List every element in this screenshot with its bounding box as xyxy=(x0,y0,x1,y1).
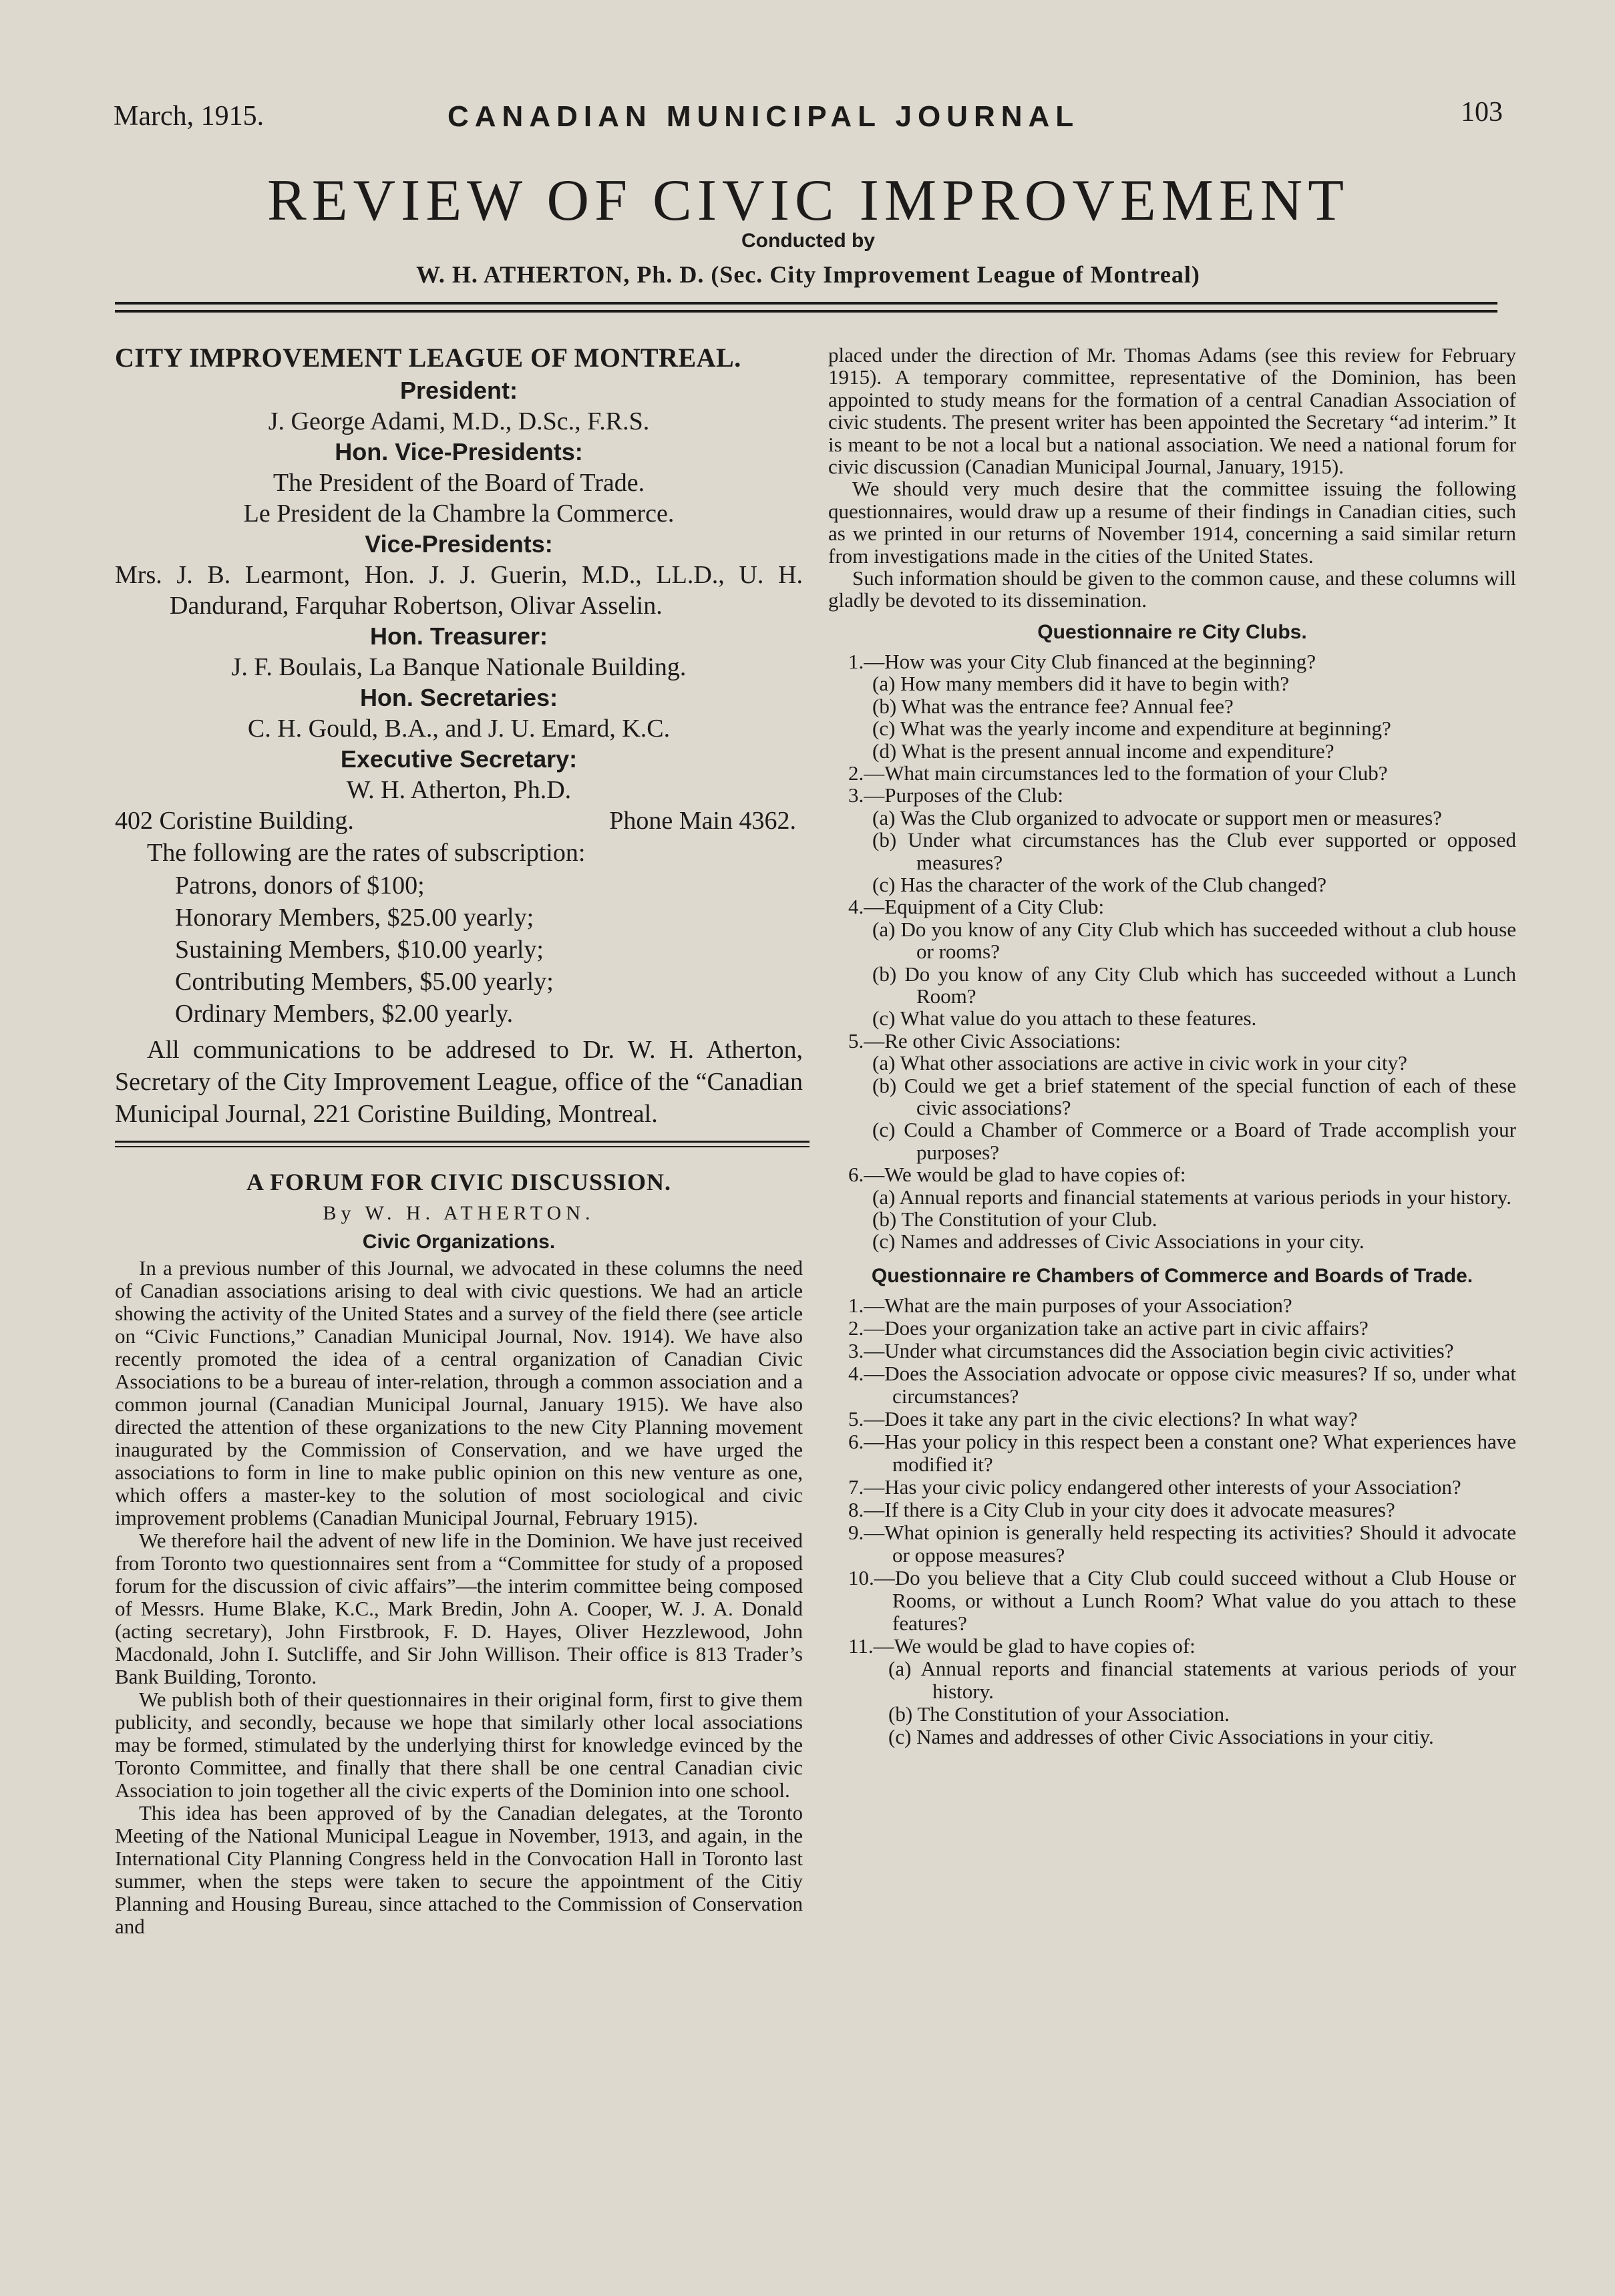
article-paragraph: Such information should be given to the common cause, and these columns will gladly be devoted to its dissemination. xyxy=(828,566,1516,612)
subscription-intro: The following are the rates of subscription: xyxy=(147,839,586,867)
officer-name: C. H. Gould, B.A., and J. U. Emard, K.C. xyxy=(247,715,671,743)
questionnaire-chambers xyxy=(828,1294,1516,1748)
phone-text: Phone Main 4362. xyxy=(609,807,796,835)
officer-heading: President: xyxy=(399,377,518,404)
address-text: 402 Coristine Building. xyxy=(115,807,354,835)
sub-question: (a) Annual reports and financial statements at various periods of your history. xyxy=(888,1656,1516,1703)
officer-name: Le President de la Chambre la Commerce. xyxy=(243,500,675,528)
sub-question: (a) How many members did it have to begin with? xyxy=(872,672,1290,696)
question: 2.—What main circumstances led to the formation of your Club? xyxy=(848,761,1388,785)
sub-question: (d) What is the present annual income and expenditure? xyxy=(872,739,1334,763)
sub-question: (c) Names and addresses of Civic Associations in your city. xyxy=(872,1229,1365,1254)
officer-name: The President of the Board of Trade. xyxy=(273,469,645,497)
officer-name: W. H. Atherton, Ph.D. xyxy=(346,776,572,804)
sub-question: (b) Do you know of any City Club which has succeeded without a Lunch Room? xyxy=(872,962,1516,1008)
sub-question: (a) Annual reports and financial statements at various periods in your history. xyxy=(872,1185,1512,1209)
issue-date: March, 1915. xyxy=(114,101,264,132)
article-paragraph: We publish both of their questionnaires in their original form, first to give them publicity, and secondly, because we hope that similarly other local associations may be formed, stimulated by the underlying thirst for knowledge evinced by the Toronto Committee, and finally that there shall be one central Canadian civic Association to join together all the civic experts of the Dominion into one school. xyxy=(115,1688,803,1802)
question: 6.—We would be glad to have copies of: xyxy=(848,1163,1186,1187)
section-title: REVIEW OF CIVIC IMPROVEMENT xyxy=(267,168,1349,233)
article-byline: By W. H. ATHERTON. xyxy=(323,1202,595,1224)
sub-question: (c) What was the yearly income and expenditure at beginning? xyxy=(872,717,1391,741)
question: 3.—Under what circumstances did the Association begin civic activities? xyxy=(848,1338,1454,1362)
article-paragraph: This idea has been approved of by the Canadian delegates, at the Toronto Meeting of the National Municipal League in November, 1913, and again, in the International City Planning Congress held in the Convocation Hall in Toronto last summer, when the steps were taken to secure the appointment of the Citiy Planning and Housing Bureau, since attached to the Commission of Conservation and xyxy=(115,1801,803,1938)
sub-question: (b) The Constitution of your Club. xyxy=(872,1207,1157,1231)
officer-heading: Hon. Secretaries: xyxy=(359,684,558,711)
right-column xyxy=(828,344,1516,1748)
sub-question: (b) The Constitution of your Association. xyxy=(888,1702,1230,1726)
officer-heading: Executive Secretary: xyxy=(340,745,578,773)
league-address xyxy=(115,805,803,836)
question: 10.—Do you believe that a City Club could succeed without a Club House or Rooms, or without a Lunch Room? What value do you attach to these features? xyxy=(848,1565,1516,1635)
question: 8.—If there is a City Club in your city does it advocate measures? xyxy=(848,1497,1395,1521)
questionnaire-title: Questionnaire re Chambers of Commerce and Boards of Trade. xyxy=(871,1264,1473,1287)
sub-question: (a) Do you know of any City Club which has succeeded without a club house or rooms? xyxy=(872,917,1516,964)
officer-heading: Hon. Vice-Presidents: xyxy=(335,438,583,465)
sub-question: (c) Could a Chamber of Commerce or a Board of Trade accomplish your purposes? xyxy=(872,1118,1516,1164)
question: 6.—Has your policy in this respect been a constant one? What experiences have modified it? xyxy=(848,1429,1516,1476)
communications-note: All communications to be addresed to Dr. W. H. Atherton, Secretary of the City Improvement League, office of the “Canadian Municipal Journal, 221 Coristine Building, Montreal. xyxy=(115,1036,803,1128)
question: 4.—Equipment of a City Club: xyxy=(848,895,1105,919)
question: 1.—How was your City Club financed at the beginning? xyxy=(848,649,1316,673)
sub-question: (b) What was the entrance fee? Annual fee? xyxy=(872,694,1234,718)
article-title: A FORUM FOR CIVIC DISCUSSION. xyxy=(246,1169,672,1195)
officer-heading: Vice-Presidents: xyxy=(365,530,553,558)
article-paragraph: placed under the direction of Mr. Thomas Adams (see this review for February 1915). A temporary committee, representative of the Dominion, has been appointed to study means for the formation of a central Canadian Association of civic students. The present writer has been appointed the Secretary “ad interim.” It is meant to be not a local but a national association. We need a national forum for civic discussion (Canadian Municipal Journal, January, 1915). xyxy=(828,343,1516,479)
article-paragraph: We should very much desire that the committee issuing the following questionnaires, would draw up a resume of their findings in Canadian cities, such as we printed in our returns of November 1914, concerning a said similar return from investigations made in the cities of the United States. xyxy=(828,477,1516,568)
article-subhead: Civic Organizations. xyxy=(362,1231,556,1253)
question: 9.—What opinion is generally held respecting its activities? Should it advocate or oppose measures? xyxy=(848,1520,1516,1567)
questionnaire-clubs xyxy=(828,650,1516,1253)
sub-question: (b) Could we get a brief statement of the special function of each of these civic associations? xyxy=(872,1073,1516,1119)
question: 7.—Has your civic policy endangered other interests of your Association? xyxy=(848,1475,1461,1499)
article-paragraph: We therefore hail the advent of new life in the Dominion. We have just received from Toronto two questionnaires sent from a “Committee for study of a proposed forum for the discussion of civic affairs”—the interim committee being composed of Messrs. Hume Blake, K.C., Mark Bredin, John A. Cooper, W. J. A. Donald (acting secretary), John Firstbrook, F. D. Hayes, Oliver Hezzlewood, John Macdonald, John I. Sutcliffe, and Sir John Willison. Their office is 813 Trader’s Bank Building, Toronto. xyxy=(115,1529,803,1688)
section-rule xyxy=(115,1141,810,1147)
subscription-rate: Ordinary Members, $2.00 yearly. xyxy=(175,1000,514,1028)
sub-question: (c) Names and addresses of other Civic Associations in your citiy. xyxy=(888,1724,1434,1748)
subscription-rate: Patrons, donors of $100; xyxy=(175,872,425,900)
page-number: 103 xyxy=(1461,97,1503,128)
question: 5.—Does it take any part in the civic elections? In what way? xyxy=(848,1406,1358,1430)
subscription-rate: Contributing Members, $5.00 yearly; xyxy=(175,968,554,996)
journal-name: CANADIAN MUNICIPAL JOURNAL xyxy=(447,100,1080,133)
officer-heading: Hon. Treasurer: xyxy=(369,622,548,650)
question: 5.—Re other Civic Associations: xyxy=(848,1028,1121,1053)
officer-name: Mrs. J. B. Learmont, Hon. J. J. Guerin, M.D., LL.D., U. H. Dandurand, Farquhar Robertson, Olivar Asselin. xyxy=(115,561,803,620)
league-title: CITY IMPROVEMENT LEAGUE OF MONTREAL. xyxy=(115,343,741,373)
subscription-rate: Sustaining Members, $10.00 yearly; xyxy=(175,936,544,964)
conducted-by: Conducted by xyxy=(741,230,875,252)
masthead-rule xyxy=(115,302,1497,313)
question: 2.—Does your organization take an active part in civic affairs? xyxy=(848,1316,1369,1340)
left-column xyxy=(115,341,803,1938)
question: 3.—Purposes of the Club: xyxy=(848,783,1064,807)
question: 11.—We would be glad to have copies of: xyxy=(848,1634,1196,1658)
running-head xyxy=(114,97,1503,138)
sub-question: (a) What other associations are active in civic work in your city? xyxy=(872,1051,1407,1075)
officer-name: J. F. Boulais, La Banque Nationale Building. xyxy=(231,653,687,681)
question: 1.—What are the main purposes of your Association? xyxy=(848,1293,1292,1317)
officer-name: J. George Adami, M.D., D.Sc., F.R.S. xyxy=(268,407,650,435)
article-paragraph: In a previous number of this Journal, we advocated in these columns the need of Canadian associations arising to deal with civic questions. We had an article showing the activity of the United States and a survey of the field there (see article on “Civic Functions,” Canadian Municipal Journal, Nov. 1914). We have also recently promoted the idea of a central organization of Canadian Civic Associations to be a bureau of inter-relation, through a common association and a common journal (Canadian Municipal Journal, January 1915). We have also directed the attention of these organizations to the new City Planning movement inaugurated by the Commission of Conservation, and we have urged the associations to form in line to make public opinion on this new venture as one, which offers a master-key to the solution of most sociological and civic improvement problems (Canadian Municipal Journal, February 1915). xyxy=(115,1256,803,1529)
sub-question: (a) Was the Club organized to advocate or support men or measures? xyxy=(872,805,1442,829)
editor-line: W. H. ATHERTON, Ph. D. (Sec. City Improvement League of Montreal) xyxy=(416,261,1200,288)
questionnaire-title: Questionnaire re City Clubs. xyxy=(1037,620,1307,643)
sub-question: (b) Under what circumstances has the Club ever supported or opposed measures? xyxy=(872,828,1516,874)
sub-question: (c) Has the character of the work of the Club changed? xyxy=(872,872,1326,896)
sub-question: (c) What value do you attach to these features. xyxy=(872,1006,1257,1030)
subscription-rate: Honorary Members, $25.00 yearly; xyxy=(175,904,534,932)
question: 4.—Does the Association advocate or oppose civic measures? If so, under what circumstances? xyxy=(848,1361,1516,1408)
